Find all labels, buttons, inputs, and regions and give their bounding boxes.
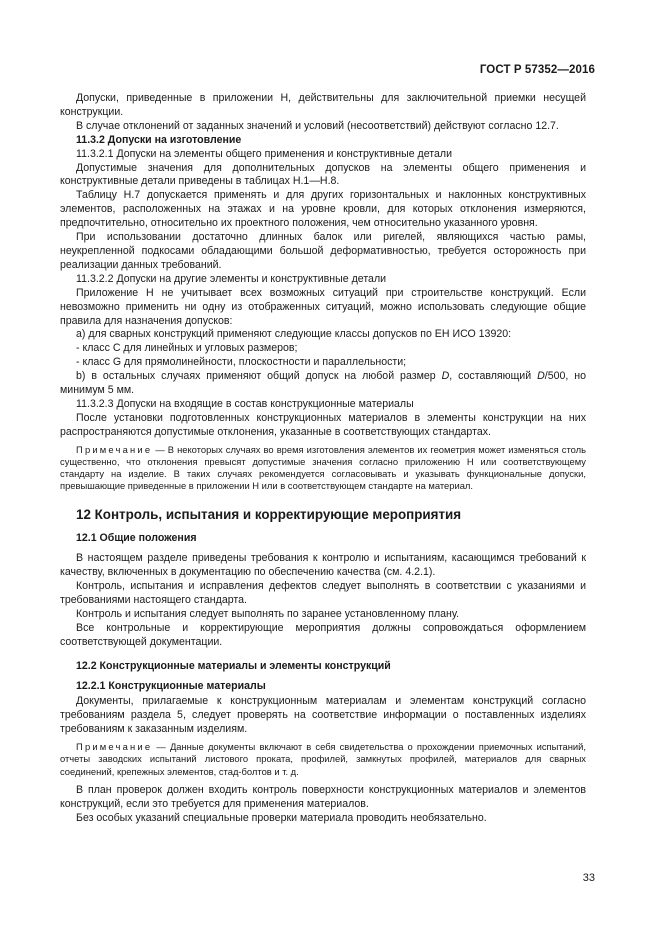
paragraph: Без особых указаний специальные проверки материала проводить необязательно.: [76, 811, 487, 824]
paragraph: Допуски, приведенные в приложении Н, действительны для заключительной приемки несущей конструкции.: [60, 92, 586, 118]
note-label: Примечание: [76, 741, 153, 753]
page-number: 33: [582, 872, 595, 884]
variable-d: D: [441, 370, 450, 383]
subsection-heading-11-3-2: 11.3.2 Допуски на изготовление: [76, 133, 242, 146]
paragraph: В случае отклонений от заданных значений и условий (несоответствий) действуют согласно 12.7.: [76, 119, 559, 132]
note: [60, 444, 586, 493]
document-code-header: ГОСТ Р 57352—2016: [479, 64, 595, 76]
note-text: — В некоторых случаях во время изготовления элементов их геометрия может изменяться столь существенно, что отклонения превысят допустимые значения согласно приложению Н или соответствующему стандарту на изделие. В таких случаях рекомендуется согласовывать и указывать функциональные допуски, превышающие приведенные в приложении Н или в соответствующем стандарте на материал.: [60, 443, 586, 492]
paragraph: После установки подготовленных конструкционных материалов в элементы конструкции на них распространяются допустимые отклонения, указанные в соответствующих стандартах.: [60, 411, 586, 438]
paragraph: В план проверок должен входить контроль поверхности конструкционных материалов и элементов конструкций, если это требуется для применения материалов.: [60, 783, 586, 810]
note: [60, 741, 586, 778]
paragraph: Документы, прилагаемые к конструкционным материалам и элементам конструкций согласно требованиям раздела 5, следует проверять на соответствие информации о поставленных изделиях требованиям к заказанным изделиям.: [60, 695, 586, 736]
list-item: [60, 370, 586, 398]
paragraph: При использовании достаточно длинных балок или ригелей, являющихся частью рамы, неукрепленной подкосами обладающими большой деформативностью, требуется осторожность при реализации данных требований.: [60, 231, 586, 271]
text-run: b) в остальных случаях применяют общий допуск на любой размер: [76, 370, 442, 383]
note-text: — Данные документы включают в себя свидетельства о прохождении приемочных испытаний, отчеты заводских испытаний листового проката, профилей, замкнутых профилей, материалов для сварных соединений, крепежных элементов, стад-болтов и т. д.: [60, 741, 586, 777]
text-run: , составляющий: [449, 370, 538, 383]
paragraph: Приложение Н не учитывает всех возможных ситуаций при строительстве конструкций. Если невозможно применить ни одну из отображенных ситуаций, можно использовать следующие общие правила для назначения допусков:: [60, 286, 586, 327]
list-item: - класс G для прямолинейности, плоскостности и параллельности;: [76, 356, 407, 369]
paragraph: Контроль, испытания и исправления дефектов следует выполнять в соответствии с указаниями и требованиями настоящего стандарта.: [60, 580, 586, 606]
paragraph: Таблицу Н.7 допускается применять и для других горизонтальных и наклонных конструктивных элементов, расположенных на этажах и на уровне кровли, для которых отклонения измеряются, предпочтительно, относительно их проектного положения, чем относительно указанного уровня.: [60, 189, 586, 230]
list-item: - класс С для линейных и угловых размеров;: [76, 342, 298, 355]
paragraph: Допустимые значения для дополнительных допусков на элементы общего применения и конструктивные детали приведены в таблицах Н.1—Н.8.: [60, 161, 586, 188]
clause-title: 11.3.2.3 Допуски на входящие в состав конструкционные материалы: [76, 397, 414, 410]
subsection-heading-12-2-1: 12.2.1 Конструкционные материалы: [76, 679, 266, 692]
note-label: Примечание: [76, 443, 153, 455]
page-body: [60, 92, 586, 825]
text-run: /500, но минимум 5 мм.: [60, 370, 586, 397]
paragraph: Все контрольные и корректирующие мероприятия должны сопровождаться оформлением соответствующей документации.: [60, 621, 586, 648]
subsection-heading-12-1: 12.1 Общие положения: [76, 532, 197, 545]
clause-title: 11.3.2.2 Допуски на другие элементы и конструктивные детали: [76, 272, 387, 285]
clause-title: 11.3.2.1 Допуски на элементы общего применения и конструктивные детали: [76, 147, 452, 160]
section-heading-12: 12 Контроль, испытания и корректирующие мероприятия: [76, 507, 462, 523]
variable-d: D: [537, 370, 545, 383]
list-item: а) для сварных конструкций применяют следующие классы допусков по ЕН ИСО 13920:: [76, 328, 512, 341]
subsection-heading-12-2: 12.2 Конструкционные материалы и элементы конструкций: [76, 659, 391, 672]
paragraph: В настоящем разделе приведены требования к контролю и испытаниям, касающимся требований к качеству, включенных в документацию по обеспечению качества (см. 4.2.1).: [60, 552, 586, 579]
paragraph: Контроль и испытания следует выполнять по заранее установленному плану.: [76, 607, 460, 620]
